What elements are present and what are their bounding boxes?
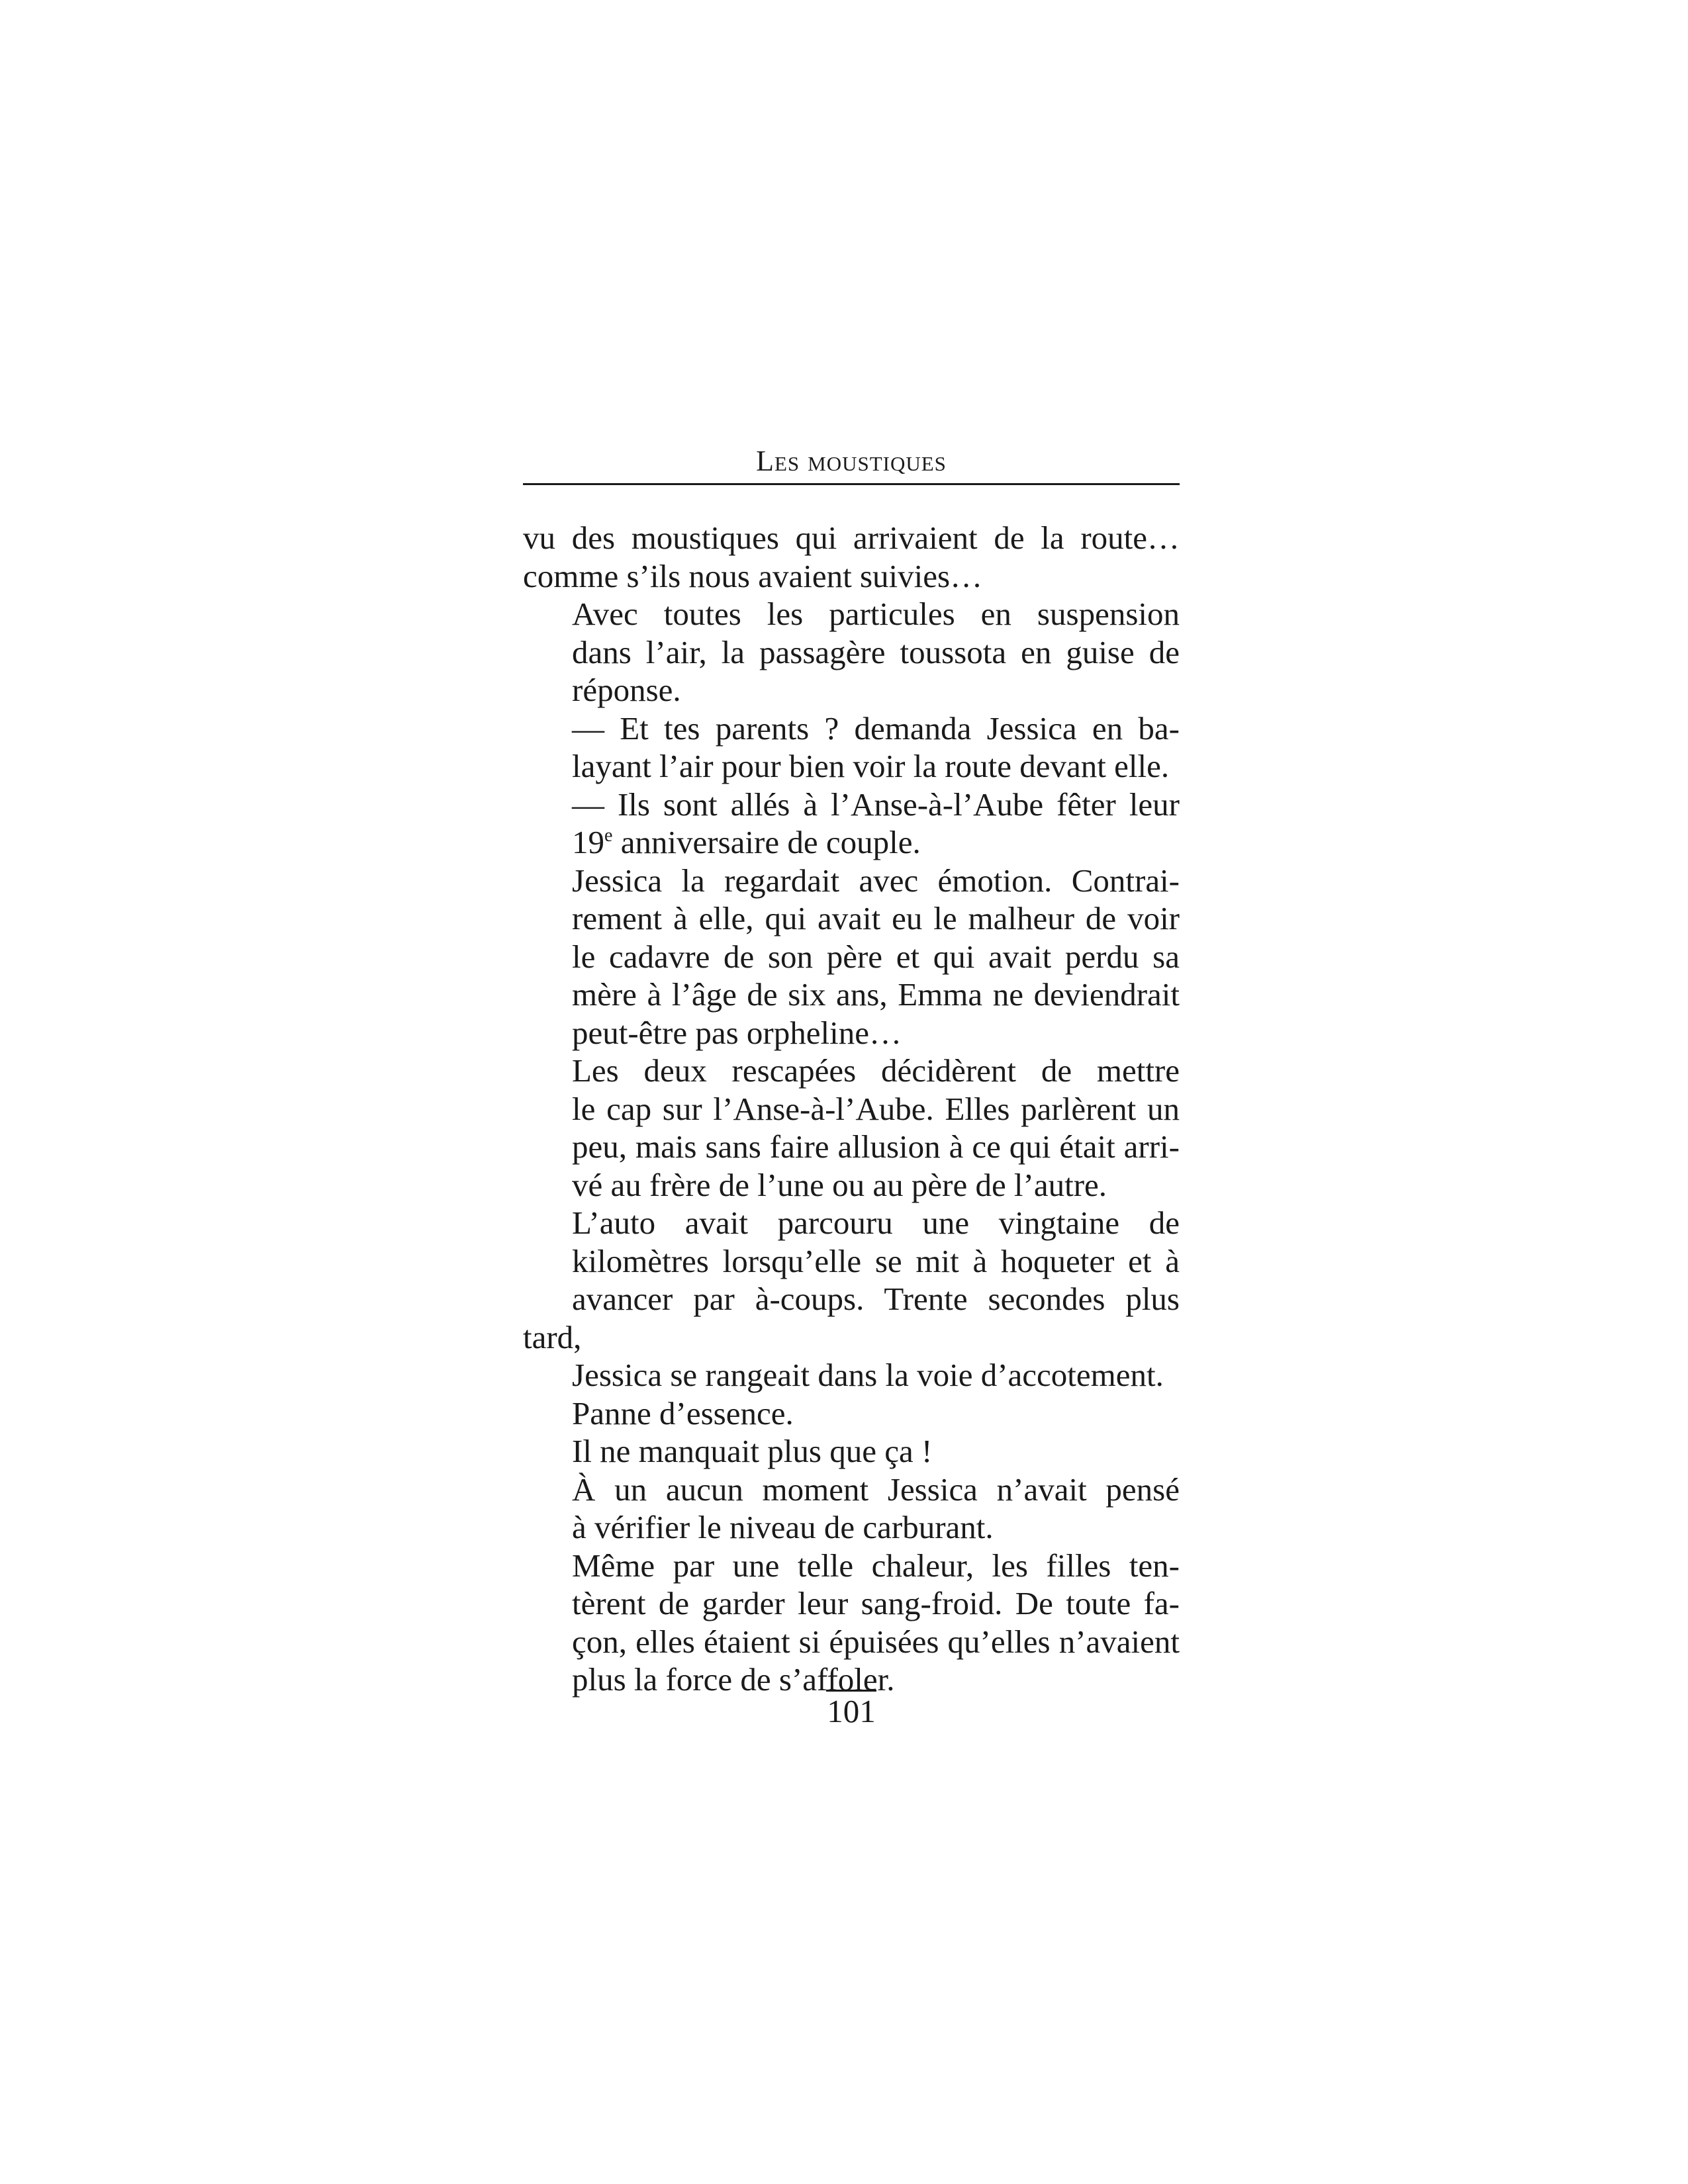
text-line: le cap sur l’Anse-à-l’Aube. Elles parlèrent un (572, 1090, 1180, 1127)
paragraph (523, 519, 1180, 595)
text-line: à vérifier le niveau de carburant. (572, 1509, 994, 1545)
text-line: peu, mais sans faire allusion à ce qui était arri- (572, 1128, 1180, 1165)
text-line: — Ils sont allés à l’Anse-à-l’Aube fêter leur (572, 786, 1180, 823)
page-number: 101 (827, 1693, 876, 1729)
text-line: Il ne manquait plus que ça ! (572, 1433, 933, 1469)
paragraph (523, 709, 1180, 786)
text-line: le cadavre de son père et qui avait perdu sa (572, 938, 1180, 975)
paragraph (523, 1547, 1180, 1699)
ordinal-number: 19 (572, 824, 604, 860)
text-line: vé au frère de l’une ou au père de l’autre. (572, 1166, 1107, 1203)
text-line: vu des moustiques qui arrivaient de la route… (523, 520, 1180, 556)
text-line: layant l’air pour bien voir la route devant elle. (572, 748, 1170, 784)
text-line: rement à elle, qui avait eu le malheur de voir (572, 900, 1180, 936)
text-line: peut-être pas orpheline… (572, 1014, 902, 1051)
text-line: Jessica la regardait avec émotion. Contrai- (572, 862, 1180, 899)
text-line: comme s’ils nous avaient suivies… (523, 557, 983, 594)
text-line: Même par une telle chaleur, les filles ten- (572, 1547, 1180, 1584)
paragraph (523, 1052, 1180, 1204)
body-text (523, 519, 1180, 1699)
text-line: L’auto avait parcouru une vingtaine de (572, 1205, 1180, 1241)
text-line: Avec toutes les particules en suspension (572, 596, 1180, 632)
paragraph (523, 862, 1180, 1052)
text-line: Jessica se rangeait dans la voie d’accotement. (572, 1357, 1164, 1393)
paragraph (523, 595, 1180, 709)
text-line: avancer par à-coups. Trente secondes plus tard, (523, 1281, 1180, 1355)
text-line: — Et tes parents ? demanda Jessica en ba- (572, 709, 1180, 747)
paragraph (523, 1394, 1180, 1433)
header-rule (523, 483, 1180, 485)
text-line: dans l’air, la passagère toussota en guise de (572, 633, 1180, 670)
text-line: plus la force de s’affoler. (572, 1661, 895, 1698)
text-line: réponse. (572, 672, 681, 708)
text-line (523, 823, 1180, 862)
paragraph (523, 1471, 1180, 1547)
text-line: tèrent de garder leur sang-froid. De toute fa- (572, 1585, 1180, 1621)
text-line: çon, elles étaient si épuisées qu’elles n’avaient (572, 1623, 1180, 1660)
ordinal-suffix: e (604, 825, 613, 846)
paragraph (523, 786, 1180, 862)
paragraph (523, 1204, 1180, 1394)
ordinal-rest: anniversaire de couple. (612, 824, 921, 860)
text-line: Panne d’essence. (572, 1394, 794, 1432)
text-line: À un aucun moment Jessica n’avait pensé (572, 1471, 1180, 1508)
running-header: Les moustiques (756, 445, 947, 477)
text-line: kilomètres lorsqu’elle se mit à hoqueter et à (572, 1242, 1180, 1279)
text-line: mère à l’âge de six ans, Emma ne deviendrait (572, 976, 1180, 1013)
text-line: Les deux rescapées décidèrent de mettre (572, 1052, 1180, 1089)
paragraph (523, 1432, 1180, 1471)
